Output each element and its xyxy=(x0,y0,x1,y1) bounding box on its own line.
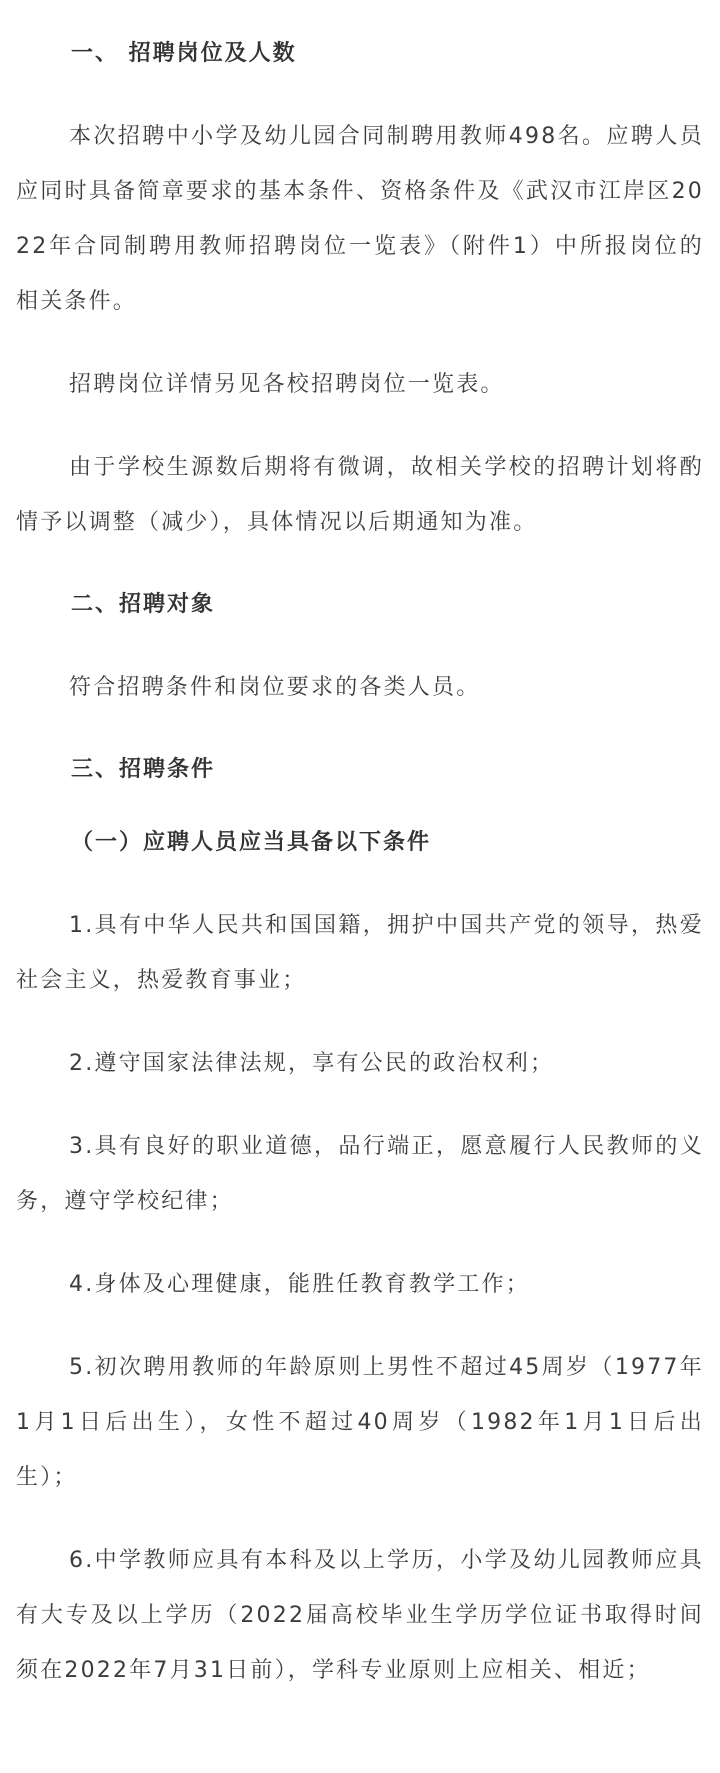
paragraph-targets: 符合招聘条件和岗位要求的各类人员。 xyxy=(69,675,481,700)
paragraph-positions-detail: 招聘岗位详情另见各校招聘岗位一览表。 xyxy=(69,372,505,397)
condition-item-2: 2.遵守国家法律法规，享有公民的政治权利； xyxy=(69,1051,555,1076)
paragraph-plan-adjustment: 由于学校生源数后期将有微调，故相关学校的招聘计划将酌情予以调整（减少），具体情况以后期通知为准。 xyxy=(16,455,704,535)
condition-item-3: 3.具有良好的职业道德，品行端正，愿意履行人民教师的义务，遵守学校纪律； xyxy=(16,1134,704,1214)
subsection-heading-basic-conditions: （一）应聘人员应当具备以下条件 xyxy=(71,830,432,855)
condition-item-4: 4.身体及心理健康，能胜任教育教学工作； xyxy=(69,1272,530,1297)
section-heading-positions: 一、 招聘岗位及人数 xyxy=(71,41,297,66)
condition-item-6: 6.中学教师应具有本科及以上学历，小学及幼儿园教师应具有大专及以上学历（2022届高校毕业生学历学位证书取得时间须在2022年7月31日前），学科专业原则上应相关、相近； xyxy=(16,1548,704,1683)
condition-item-1: 1.具有中华人民共和国国籍，拥护中国共产党的领导，热爱社会主义，热爱教育事业； xyxy=(16,913,704,993)
condition-item-5: 5.初次聘用教师的年龄原则上男性不超过45周岁（1977年1月1日后出生），女性不超过40周岁（1982年1月1日后出生）； xyxy=(16,1355,704,1490)
paragraph-positions-count: 本次招聘中小学及幼儿园合同制聘用教师498名。应聘人员应同时具备简章要求的基本条件、资格条件及《武汉市江岸区2022年合同制聘用教师招聘岗位一览表》（附件1）中所报岗位的相关条件。 xyxy=(16,124,704,314)
section-heading-targets: 二、招聘对象 xyxy=(71,592,216,617)
section-heading-conditions: 三、招聘条件 xyxy=(71,757,216,782)
